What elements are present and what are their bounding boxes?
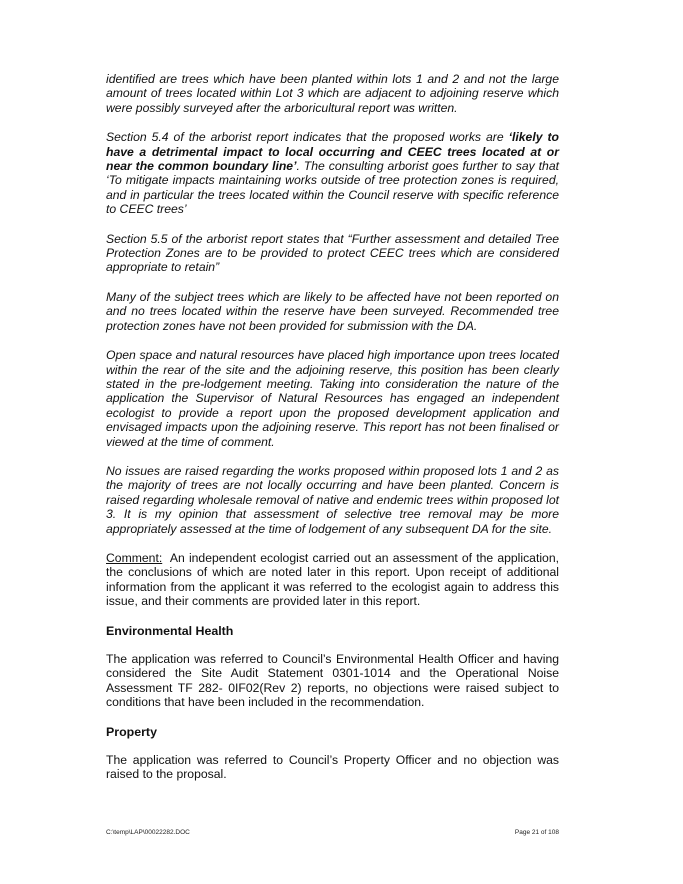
paragraph-subject-trees: Many of the subject trees which are likely to be affected have not been reported on and no trees located within the reserve have been surveyed. Recommended tree protection zones have not been provided for submission with the DA.	[106, 289, 559, 333]
paragraph-comment	[106, 550, 563, 609]
paragraph-section-5-4	[106, 130, 559, 216]
document-body	[106, 72, 563, 797]
footer-file-path: C:\temp\LAP\00022282.DOC	[106, 829, 190, 836]
section-5-4-intro: Section 5.4 of the arborist report indicates that the proposed works are	[106, 130, 509, 145]
paragraph-environmental-health: The application was referred to Council’s Environmental Health Officer and having considered the Site Audit Statement 0301-1014 and the Operational Noise Assessment TF 282- 0IF02(Rev 2) reports, no objections were raised subject to conditions that have been included in the recommendation.	[106, 652, 559, 710]
section-5-4-quote: ‘likely to have a detrimental impact to local occurring and CEEC trees located at or near the common boundary line’	[106, 130, 559, 174]
comment-text: An independent ecologist carried out an assessment of the application, the conclusions of which are noted later in this report. Upon receipt of additional information from the applicant it was referred to the ecologist again to address this issue, and their comments are provided later in this report.	[106, 550, 563, 609]
paragraph-section-5-5: Section 5.5 of the arborist report states that “Further assessment and detailed Tree Protection Zones are to be provided to protect CEEC trees which are considered appropriate to retain”	[106, 231, 559, 275]
paragraph-trees-lots: identified are trees which have been planted within lots 1 and 2 and not the large amount of trees located within Lot 3 which are adjacent to adjoining reserve which were possibly surveyed after the arboricultural report was written.	[106, 72, 559, 115]
paragraph-open-space: Open space and natural resources have placed high importance upon trees located within the rear of the site and the adjoining reserve, this position has been clearly stated in the pre-lodgement meeting. Taking into consideration the nature of the application the Supervisor of Natural Resources has engaged an independent ecologist to provide a report upon the proposed development application and envisaged impacts upon the adjoining reserve. This report has not been finalised or viewed at the time of comment.	[106, 348, 559, 449]
paragraph-no-issues: No issues are raised regarding the works proposed within proposed lots 1 and 2 as the majority of trees are not locally occurring and have been planted. Concern is raised regarding wholesale removal of native and endemic trees within proposed lot 3. It is my opinion that assessment of selective tree removal may be more appropriately assessed at the time of lodgement of any subsequent DA for the site.	[106, 463, 559, 536]
paragraph-property: The application was referred to Council’s Property Officer and no objection was raised to the proposal.	[106, 753, 559, 782]
comment-label: Comment:	[106, 550, 163, 565]
heading-property: Property	[106, 724, 157, 739]
section-5-4-rest: . The consulting arborist goes further to say that ‘To mitigate impacts maintaining works outside of tree protection zones is required, and in particular the trees located within the Council reserve with specific reference to CEEC trees’	[106, 159, 559, 217]
heading-environmental-health: Environmental Health	[106, 623, 234, 638]
footer-page-number: Page 21 of 108	[514, 829, 559, 836]
